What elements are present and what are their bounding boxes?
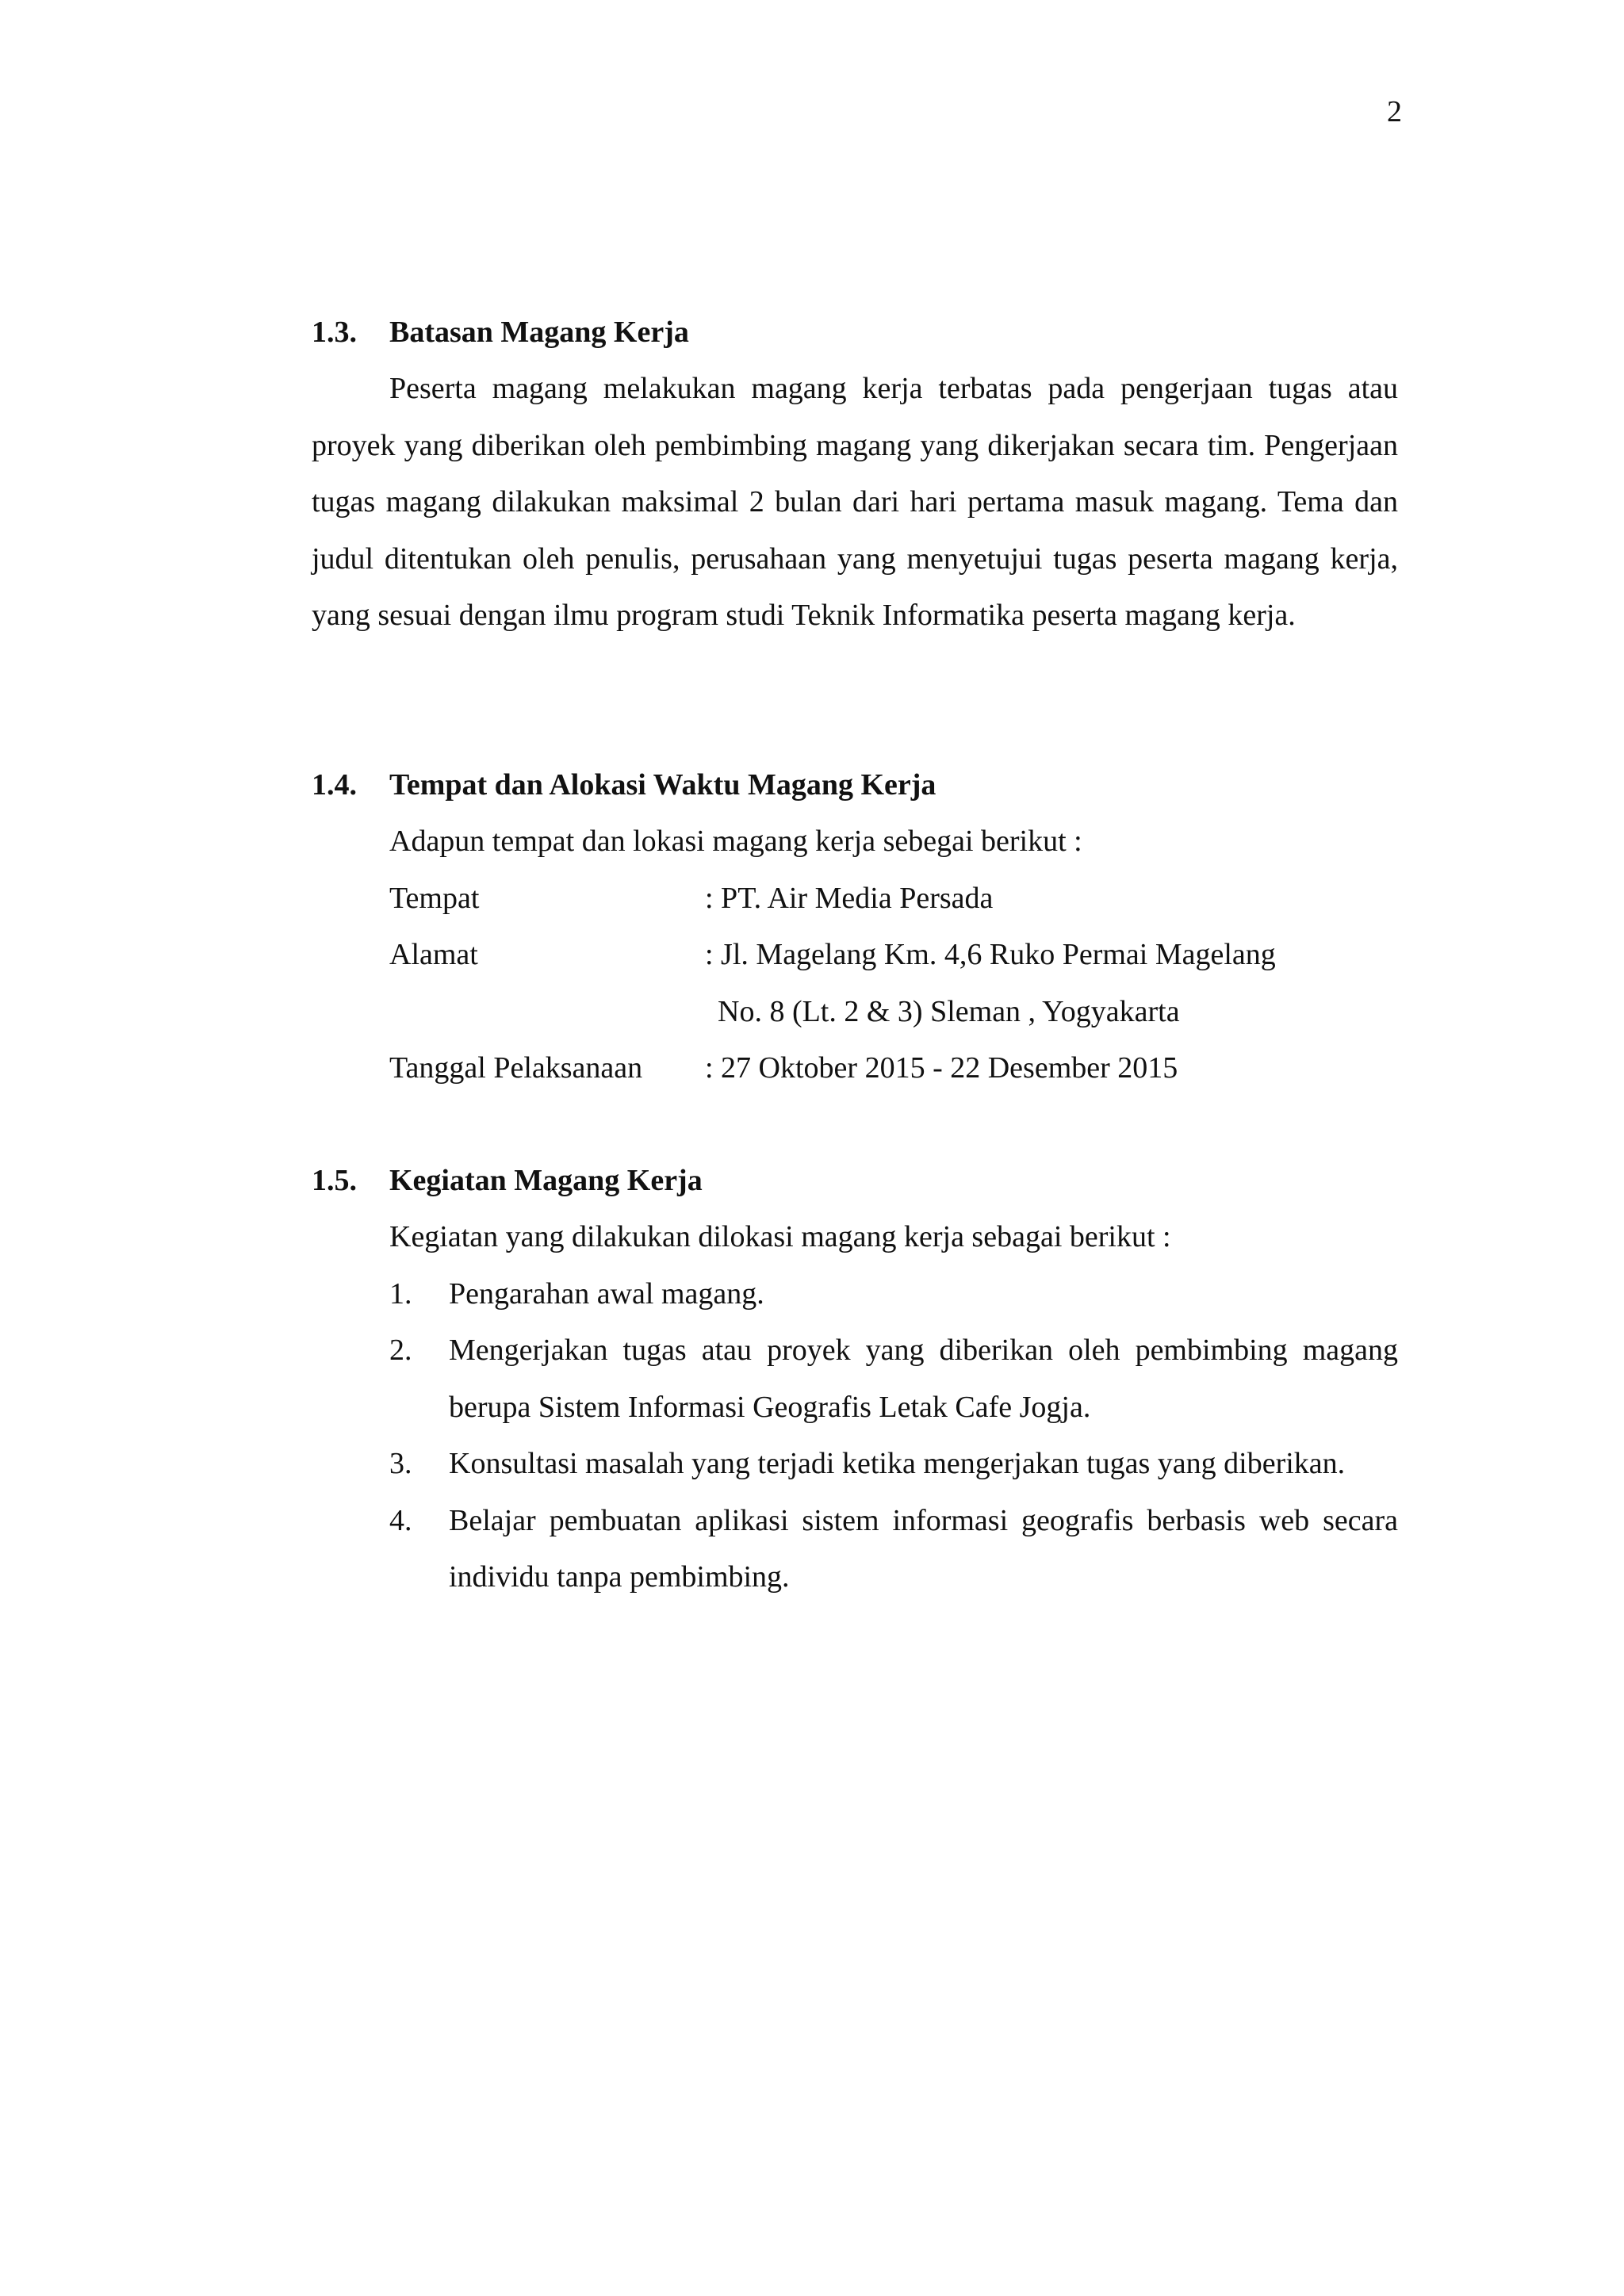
- info-row-tempat: [312, 871, 1398, 928]
- section-title: Kegiatan Magang Kerja: [389, 1164, 703, 1197]
- section-title: Tempat dan Alokasi Waktu Magang Kerja: [389, 768, 936, 802]
- info-value: [705, 1040, 1398, 1097]
- list-marker: 3.: [389, 1447, 412, 1480]
- list-item: [312, 1436, 1398, 1493]
- activity-list: [312, 1266, 1398, 1606]
- list-text: Belajar pembuatan aplikasi sistem informasi geografis berbasis web secara individu tanpa pembimbing.: [449, 1503, 1398, 1594]
- info-row-alamat: [312, 927, 1398, 1040]
- list-item: [312, 1322, 1398, 1436]
- section-intro: Kegiatan yang dilakukan dilokasi magang kerja sebagai berikut :: [389, 1220, 1171, 1253]
- info-label: Alamat: [389, 938, 478, 971]
- page-number: 2: [1387, 95, 1402, 128]
- info-label: Tanggal Pelaksanaan: [389, 1051, 643, 1085]
- section-number: 1.3.: [312, 316, 357, 349]
- list-marker: 2.: [389, 1334, 412, 1367]
- list-text: Konsultasi masalah yang terjadi ketika mengerjakan tugas yang diberikan.: [449, 1447, 1346, 1480]
- section-batasan-magang: [312, 304, 1398, 645]
- section-number: 1.5.: [312, 1164, 357, 1197]
- info-value-continuation: No. 8 (Lt. 2 & 3) Sleman , Yogyakarta: [718, 994, 1180, 1028]
- list-text: Pengarahan awal magang.: [449, 1276, 764, 1311]
- section-heading: [312, 1153, 1398, 1209]
- info-value: [705, 871, 1398, 928]
- section-tempat-waktu: [312, 757, 1398, 1097]
- section-title: Batasan Magang Kerja: [389, 316, 689, 349]
- list-text: Mengerjakan tugas atau proyek yang diberikan oleh pembimbing magang berupa Sistem Informasi Geografis Letak Cafe Jogja.: [449, 1334, 1398, 1424]
- info-value-text: : Jl. Magelang Km. 4,6 Ruko Permai Magelang: [705, 938, 1276, 971]
- section-heading: [312, 757, 1398, 813]
- info-value: [705, 927, 1398, 1040]
- list-marker: 1.: [389, 1276, 412, 1311]
- list-item: [312, 1266, 1398, 1323]
- section-kegiatan-magang: [312, 1153, 1398, 1606]
- info-value-text: : PT. Air Media Persada: [705, 881, 994, 915]
- list-marker: 4.: [389, 1503, 412, 1537]
- section-number: 1.4.: [312, 768, 357, 802]
- info-value-text: : 27 Oktober 2015 - 22 Desember 2015: [705, 1051, 1178, 1085]
- list-item: [312, 1493, 1398, 1606]
- section-intro: Adapun tempat dan lokasi magang kerja sebegai berikut :: [389, 825, 1082, 858]
- section-heading: [312, 304, 1398, 361]
- info-row-tanggal: [312, 1040, 1398, 1097]
- section-paragraph: Peserta magang melakukan magang kerja terbatas pada pengerjaan tugas atau proyek yang diberikan oleh pembimbing magang yang dikerjakan secara tim. Pengerjaan tugas magang dilakukan maksimal 2 bulan dari hari pertama masuk magang. Tema dan judul ditentukan oleh penulis, perusahaan yang menyetujui tugas peserta magang kerja, yang sesuai dengan ilmu program studi Teknik Informatika peserta magang kerja.: [312, 372, 1398, 632]
- info-label: Tempat: [389, 881, 480, 915]
